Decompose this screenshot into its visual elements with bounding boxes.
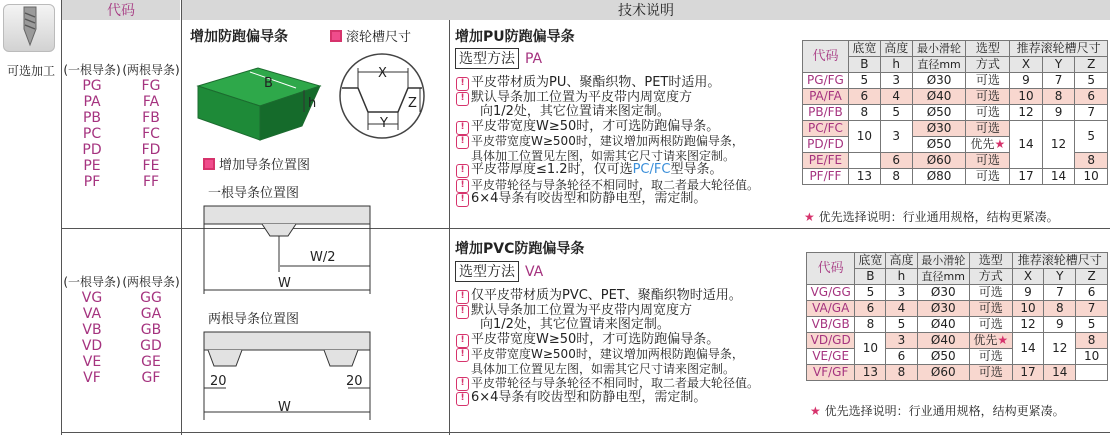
dim-label-20-left: 20 (210, 374, 227, 389)
star-icon: ★ (810, 404, 821, 418)
cell: Ø30 (917, 285, 969, 301)
pu-title: 增加PU防跑偏导条 (455, 29, 575, 45)
cell (970, 333, 1013, 349)
code-item: PF (83, 174, 101, 190)
cell: 5 (886, 317, 917, 333)
col-dia: 直径mm (912, 57, 966, 73)
cell: 5 (848, 73, 880, 89)
cell: Ø60 (917, 365, 969, 381)
pu-star-note (804, 208, 1059, 225)
cell: Ø40 (917, 317, 969, 333)
note-item: ! 平皮带宽度W≥500时，建议增加两根防跑偏导条， (456, 134, 806, 149)
pvc-method-code: VA (525, 264, 544, 280)
cell: 4 (886, 301, 917, 317)
dim-label-W: W (278, 276, 291, 291)
pu-method-label: 选型方法 (455, 48, 519, 69)
cell: Ø50 (912, 137, 966, 153)
note-text: 型导条。 (670, 162, 723, 177)
cell: 10 (1075, 169, 1108, 185)
cell: 5 (855, 285, 886, 301)
code-item: PD (82, 142, 102, 158)
cell: 可选 (966, 169, 1010, 185)
pvc-method (455, 261, 543, 282)
table-row (807, 317, 1108, 333)
pvc-notes (456, 289, 806, 405)
cell: Ø80 (912, 169, 966, 185)
code-list-heading: (一根导条) (63, 63, 121, 77)
code-item: VF (83, 370, 101, 386)
star-icon: ★ (997, 333, 1009, 347)
dim-label-Y: Y (380, 116, 388, 131)
cell: 7 (1075, 105, 1108, 121)
col-B: B (848, 57, 880, 73)
col-min-pulley: 最小滑轮 (917, 253, 969, 269)
note-item: 向1/2处，其它位置请来图定制。 (480, 104, 670, 119)
cell: 13 (855, 365, 886, 381)
cell: 12 (1012, 317, 1044, 333)
pu-method-code: PA (525, 51, 543, 67)
table-row (807, 301, 1108, 317)
table-row (807, 365, 1108, 381)
cell-code: PD/FD (803, 137, 849, 153)
cell: 3 (880, 121, 912, 153)
cell: 5 (1076, 317, 1108, 333)
code-item: PA (83, 94, 101, 110)
cell-code: VB/GB (807, 317, 855, 333)
table-row (803, 121, 1108, 137)
cell: 9 (1012, 285, 1044, 301)
cell: 14 (1012, 333, 1044, 365)
note-item: ! 平皮带宽度W≥50时，才可选防跑偏导条。 (456, 333, 806, 348)
pu-method (455, 48, 542, 69)
cell: 3 (886, 333, 917, 349)
cell: 可选 (966, 105, 1010, 121)
single-position-label: 一根导条位置图 (208, 186, 300, 201)
code-list-single-bottom (63, 274, 121, 386)
col-type: 选型 (966, 41, 1010, 57)
cell: 8 (848, 105, 880, 121)
cell: 可选 (970, 285, 1013, 301)
cell: Ø40 (912, 89, 966, 105)
cell: 10 (855, 333, 886, 365)
cell: 5 (1075, 121, 1108, 153)
cell: 10 (848, 121, 880, 153)
cell: 可选 (970, 349, 1013, 365)
col-Z: Z (1076, 269, 1108, 285)
note-item: ! 平皮带宽度W≥50时，才可选防跑偏导条。 (456, 120, 806, 135)
cell: 14 (1042, 169, 1075, 185)
code-column-header: 代码 (62, 0, 180, 20)
col-width: 底宽 (855, 253, 886, 269)
col-height: 高度 (880, 41, 912, 57)
cell (848, 153, 880, 169)
code-item: GB (140, 322, 162, 338)
note-item: ! 平皮带材质为PU、聚酯织物、PET时适用。 (456, 76, 806, 91)
code-list-heading: (两根导条) (122, 63, 180, 77)
cell-code: VD/GD (807, 333, 855, 349)
cell: 12 (1044, 333, 1076, 365)
cell: Ø50 (912, 105, 966, 121)
cell: 可选 (966, 89, 1010, 105)
note-item (456, 163, 806, 178)
cell: 8 (880, 169, 912, 185)
table-row (803, 169, 1108, 185)
note-item: ! 平皮带轮径与导条轮径不相同时，取二者最大轮径值。 (456, 178, 806, 193)
col-min-pulley: 最小滑轮 (912, 41, 966, 57)
cell: 3 (880, 73, 912, 89)
col-X: X (1010, 57, 1043, 73)
code-item: FF (142, 174, 160, 190)
cell (966, 137, 1010, 153)
code-item: FE (142, 158, 160, 174)
table-row (803, 105, 1108, 121)
star-note-text: 优先选择说明：行业通用规格，结构更紧凑。 (824, 404, 1065, 418)
cell-code: PE/FE (803, 153, 849, 169)
code-item: GG (140, 290, 162, 306)
pu-spec-table (802, 40, 1108, 185)
code-item: PE (83, 158, 101, 174)
code-item: VG (81, 290, 103, 306)
position-label-text: 增加导条位置图 (219, 158, 311, 173)
cell: 可选 (966, 121, 1010, 137)
col-Z: Z (1075, 57, 1108, 73)
code-item: VA (82, 306, 102, 322)
dim-label-W2: W/2 (310, 250, 336, 265)
cell: 8 (1076, 333, 1108, 349)
groove-label (330, 26, 411, 45)
cell: 4 (880, 89, 912, 105)
note-text: 平皮带厚度≤1.2时，仅可选 (471, 162, 633, 177)
cell-text: 优先 (973, 333, 998, 347)
cell-text: 优先 (970, 137, 995, 151)
dim-label-X: X (378, 66, 387, 81)
cell-code: PC/FC (803, 121, 849, 137)
code-item: PG (82, 78, 102, 94)
cell: 14 (1010, 121, 1043, 169)
cell: 12 (1010, 105, 1043, 121)
code-list-heading: (一根导条) (63, 275, 121, 289)
tech-column-header: 技术说明 (182, 0, 1110, 20)
col-width: 底宽 (848, 41, 880, 57)
cell: Ø30 (917, 301, 969, 317)
code-list-heading: (两根导条) (122, 275, 180, 289)
note-item: ! 默认导条加工位置为平皮带内周宽度方 (456, 304, 806, 319)
cell: 9 (1010, 73, 1043, 89)
star-note-text: 优先选择说明：行业通用规格，结构更紧凑。 (818, 210, 1059, 224)
col-h: h (880, 57, 912, 73)
pvc-star-note (810, 402, 1065, 419)
dim-label-20-right: 20 (346, 374, 363, 389)
note-item: ! 仅平皮带材质为PVC、PET、聚酯织物时适用。 (456, 289, 806, 304)
dim-label-W-double: W (278, 400, 291, 415)
cell-code: VE/GE (807, 349, 855, 365)
note-item: ! 默认导条加工位置为平皮带内周宽度方 (456, 91, 806, 106)
cell: 17 (1012, 365, 1044, 381)
cell: 8 (1044, 301, 1076, 317)
code-item: FC (142, 126, 160, 142)
diagram-title: 增加防跑偏导条 (190, 29, 288, 45)
code-item: VD (81, 338, 103, 354)
code-item: FG (141, 78, 161, 94)
col-B: B (855, 269, 886, 285)
marker-icon (203, 158, 215, 170)
cell: Ø30 (912, 121, 966, 137)
cell: Ø60 (912, 153, 966, 169)
cell-code: PB/FB (803, 105, 849, 121)
col-groove: 推荐滚轮槽尺寸 (1012, 253, 1107, 269)
cell: 可选 (966, 73, 1010, 89)
cell-code: VF/GF (807, 365, 855, 381)
double-position-label: 两根导条位置图 (208, 312, 300, 327)
code-item: VE (82, 354, 102, 370)
cell: 6 (1076, 285, 1108, 301)
code-item: PB (82, 110, 102, 126)
cell: 可选 (970, 317, 1013, 333)
cell: Ø40 (917, 333, 969, 349)
cell: 7 (1076, 301, 1108, 317)
pvc-title: 增加PVC防跑偏导条 (455, 241, 585, 257)
pvc-method-label: 选型方法 (455, 261, 519, 282)
col-Y: Y (1044, 269, 1076, 285)
cell: 8 (1075, 153, 1108, 169)
note-item: ! 6×4导条有咬齿型和防静电型，需定制。 (456, 391, 806, 406)
code-list-single-top (63, 62, 121, 190)
note-item: ! 6×4导条有咬齿型和防静电型，需定制。 (456, 192, 806, 207)
cell: 7 (1044, 285, 1076, 301)
table-row (803, 89, 1108, 105)
col-code: 代码 (803, 41, 849, 73)
side-label: 可选加工 (6, 64, 55, 78)
code-item: VB (82, 322, 102, 338)
cell (1076, 365, 1108, 381)
cell: 可选 (970, 301, 1013, 317)
cell: 7 (1042, 73, 1075, 89)
col-Y: Y (1042, 57, 1075, 73)
pu-notes (456, 76, 806, 207)
col-dia: 直径mm (917, 269, 969, 285)
cell: 5 (880, 105, 912, 121)
cell: 5 (1075, 73, 1108, 89)
col-h: h (886, 269, 917, 285)
cell: 3 (886, 285, 917, 301)
position-label (203, 154, 310, 173)
star-icon: ★ (994, 137, 1006, 151)
star-icon: ★ (804, 210, 815, 224)
cell: 6 (848, 89, 880, 105)
table-row (807, 333, 1108, 349)
col-X: X (1012, 269, 1044, 285)
dim-label-h: h (308, 96, 317, 111)
note-highlight: PC/FC (632, 162, 671, 177)
cell: 17 (1010, 169, 1043, 185)
divider (61, 432, 1110, 433)
drill-icon (3, 4, 55, 52)
dim-label-Z: Z (408, 96, 417, 111)
cell: 6 (1075, 89, 1108, 105)
divider (181, 0, 182, 435)
cell: 9 (1044, 317, 1076, 333)
code-list-double-top (121, 62, 181, 190)
cell: Ø30 (912, 73, 966, 89)
note-item: ! 平皮带轮径与导条轮径不相同时，取二者最大轮径值。 (456, 376, 806, 391)
cell: 13 (848, 169, 880, 185)
cell: 6 (886, 349, 917, 365)
cell: 8 (886, 365, 917, 381)
code-item: PC (82, 126, 102, 142)
note-item: 具体加工位置见左图，如需其它尺寸请来图定制。 (471, 361, 736, 376)
cell: 可选 (970, 365, 1013, 381)
col-height: 高度 (886, 253, 917, 269)
code-item: FB (142, 110, 160, 126)
table-row (803, 73, 1108, 89)
cell-code: VA/GA (807, 301, 855, 317)
col-type: 选型 (970, 253, 1013, 269)
note-item: 具体加工位置见左图，如需其它尺寸请来图定制。 (471, 148, 736, 163)
groove-label-text: 滚轮槽尺寸 (346, 30, 412, 45)
cell: 10 (1010, 89, 1043, 105)
col-method: 方式 (970, 269, 1013, 285)
cell: 8 (1042, 89, 1075, 105)
note-item: ! 平皮带宽度W≥500时，建议增加两根防跑偏导条， (456, 347, 806, 362)
cell: 14 (1044, 365, 1076, 381)
col-groove: 推荐滚轮槽尺寸 (1010, 41, 1108, 57)
cell: 6 (880, 153, 912, 169)
cell: 9 (1042, 105, 1075, 121)
code-item: GF (141, 370, 161, 386)
code-item: GE (141, 354, 161, 370)
cell: 可选 (966, 153, 1010, 169)
marker-icon (330, 30, 342, 42)
cell: 6 (855, 301, 886, 317)
col-method: 方式 (966, 57, 1010, 73)
note-item: 向1/2处，其它位置请来图定制。 (480, 317, 670, 332)
cell: 10 (1076, 349, 1108, 365)
code-item: GD (140, 338, 162, 354)
cell-code: PA/FA (803, 89, 849, 105)
cell-code: PF/FF (803, 169, 849, 185)
table-row (807, 285, 1108, 301)
code-item: GA (140, 306, 162, 322)
cell: 8 (855, 317, 886, 333)
code-item: FA (142, 94, 160, 110)
cell: 12 (1042, 121, 1075, 169)
cell: 10 (1012, 301, 1044, 317)
code-item: FD (141, 142, 161, 158)
col-code: 代码 (807, 253, 855, 285)
code-list-double-bottom (121, 274, 181, 386)
pvc-spec-table (806, 252, 1108, 381)
dim-label-B: B (264, 76, 273, 91)
cell-code: VG/GG (807, 285, 855, 301)
cell: Ø50 (917, 349, 969, 365)
cell-code: PG/FG (803, 73, 849, 89)
